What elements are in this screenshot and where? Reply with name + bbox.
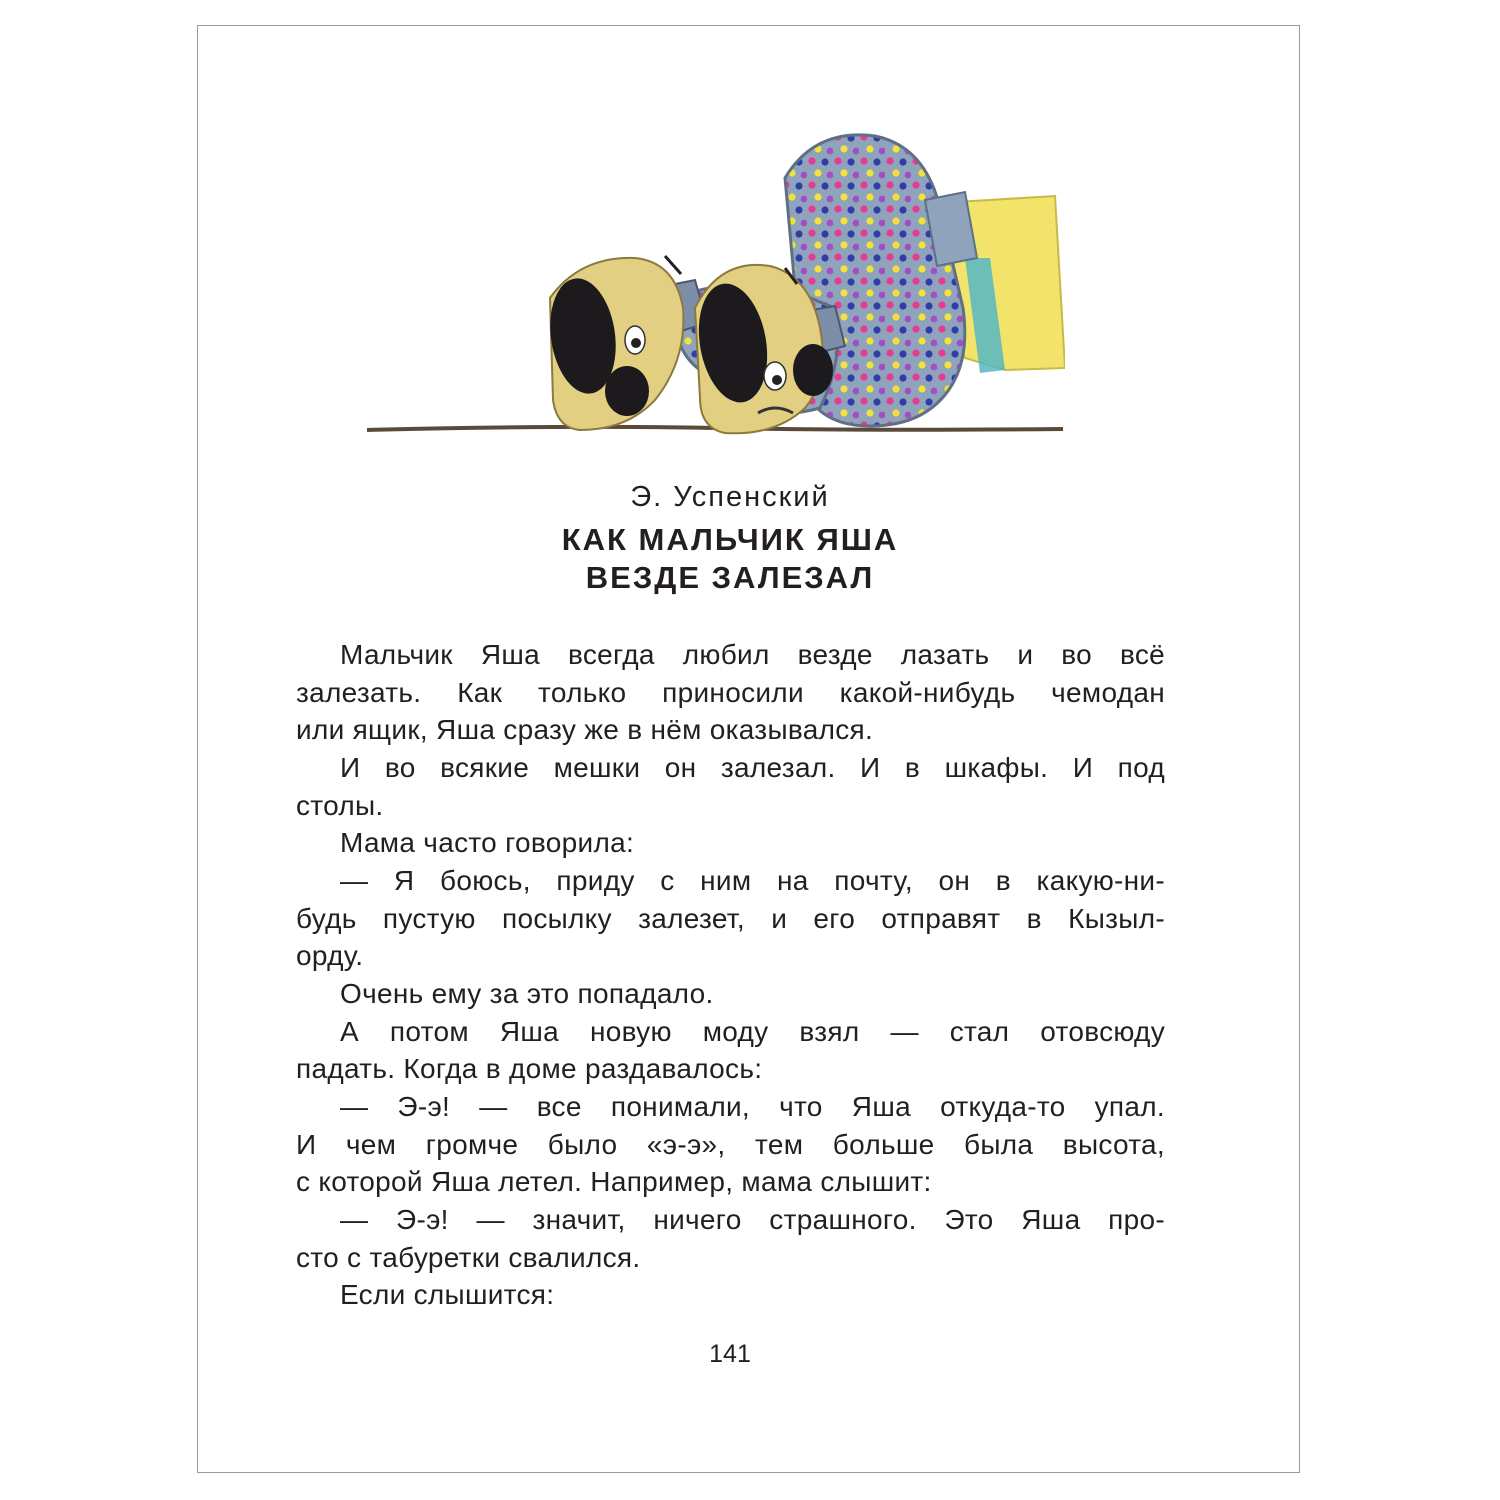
text-line: Очень ему за это попадало.	[340, 978, 714, 1009]
text-line: Мальчик Яша всегда любил везде лазать и во всё	[340, 639, 1165, 670]
text-line: или ящик, Яша сразу же в нём оказывался.	[296, 714, 874, 745]
text-line: будь пустую посылку залезет, и его отправят в Кызыл-	[296, 903, 1165, 934]
story-title-line-2: ВЕЗДЕ ЗАЛЕЗАЛ	[585, 560, 875, 595]
text-line: — Э-э! — значит, ничего страшного. Это Яша про-	[340, 1204, 1165, 1235]
text-line: И чем громче было «э-э», тем больше была высота,	[296, 1129, 1165, 1160]
story-author: Э. Успенский	[630, 481, 830, 513]
text-line: И во всякие мешки он залезал. И в шкафы. И под	[340, 752, 1165, 783]
illustration-boy-legs-slippers	[365, 108, 1065, 440]
text-line: Мама часто говорила:	[340, 827, 635, 858]
text-line: падать. Когда в доме раздавалось:	[296, 1053, 763, 1084]
story-title-line-1: КАК МАЛЬЧИК ЯША	[561, 522, 899, 557]
text-line: с которой Яша летел. Например, мама слышит:	[296, 1166, 932, 1197]
text-line: А потом Яша новую моду взял — стал отовсюду	[340, 1016, 1165, 1047]
text-line: залезать. Как только приносили какой-нибудь чемодан	[296, 677, 1165, 708]
text-line: орду.	[296, 940, 364, 971]
text-line: — Я боюсь, приду с ним на почту, он в какую-ни-	[340, 865, 1165, 896]
page-number: 141	[709, 1340, 751, 1368]
text-line: столы.	[296, 790, 384, 821]
text-line: Если слышится:	[340, 1279, 555, 1310]
text-line: сто с табуретки свалился.	[296, 1242, 641, 1273]
text-line: — Э-э! — все понимали, что Яша откуда-то упал.	[340, 1091, 1165, 1122]
slipper-left	[543, 256, 683, 430]
